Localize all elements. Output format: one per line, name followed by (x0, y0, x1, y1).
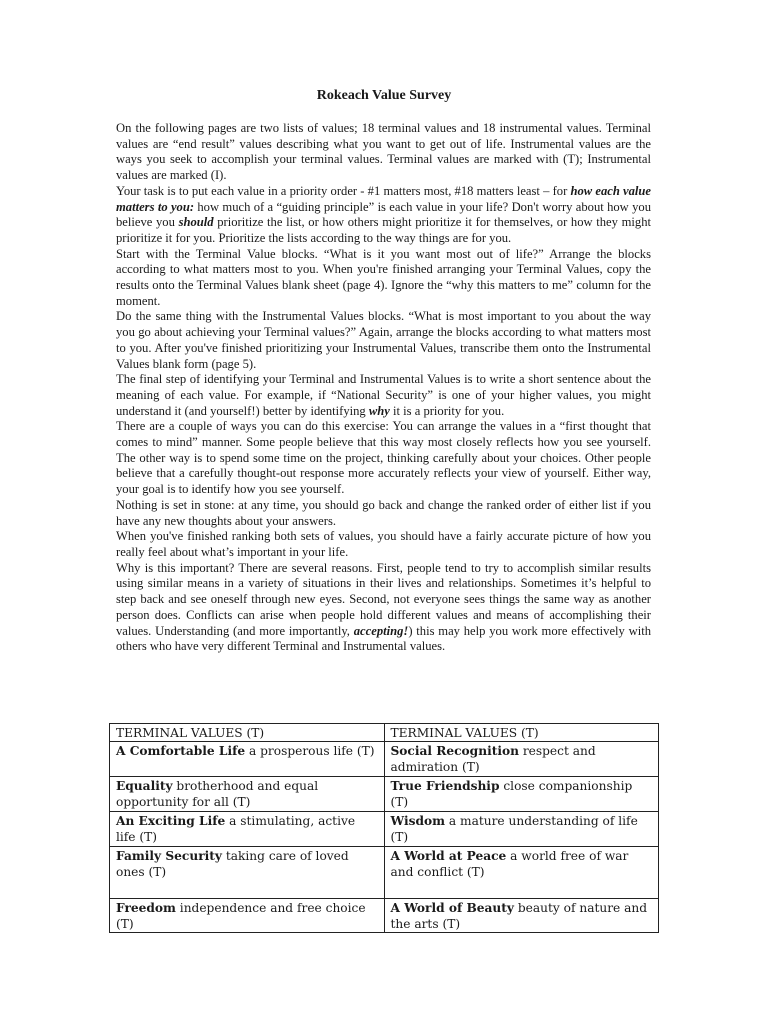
paragraph-stone: Nothing is set in stone: at any time, you should go back and change the ranked order of either list if you have any new thoughts about your answers. (116, 497, 651, 528)
value-cell (384, 742, 659, 777)
paragraph-instrumental-blocks: Do the same thing with the Instrumental Values blocks. “What is most important to you about the way you go about achieving your Terminal values?” Again, arrange the blocks according to what matters most to you. After you've finished prioritizing your Instrumental Values, transcribe them onto the Instrumental Values blank form (page 5). (116, 309, 651, 371)
emphasis-text: how each value matters to you: (116, 183, 651, 214)
instructions-body (116, 121, 651, 655)
emphasis-text: why (368, 403, 390, 418)
value-cell (384, 777, 659, 812)
value-description: taking care of loved ones (T) (116, 848, 349, 879)
value-name: Social Recognition (390, 744, 519, 759)
paragraph-why (116, 561, 651, 655)
value-name: Family Security (116, 848, 222, 863)
table-row (110, 742, 659, 777)
value-cell (110, 812, 385, 846)
table-row (110, 812, 659, 846)
value-description: a mature understanding of life (T) (390, 814, 638, 845)
value-cell (110, 777, 385, 812)
paragraph-ways: There are a couple of ways you can do this exercise: You can arrange the values in a “first thought that comes to mind” manner. Some people believe that this way most closely reflects how you see yourself. The other way is to spend some time on the project, thinking carefully about your choices. Other people believe that a carefully thought-out response more accurately reflects your view of yourself. Either way, your goal is to identify how you see yourself. (116, 419, 651, 497)
value-cell (110, 742, 385, 777)
terminal-values-table (109, 723, 659, 933)
paragraph-text: The final step of identifying your Terminal and Instrumental Values is to write a short sentence about the meaning of each value. For example, if “National Security” is one of your higher values, you might understand it (and yourself!) better by identifying (116, 372, 651, 418)
value-description: beauty of nature and the arts (T) (390, 900, 648, 931)
paragraph-text: ) this may help you work more effectively with others who have very different Terminal and Instrumental values. (116, 623, 652, 654)
paragraph-final-step (116, 372, 651, 419)
value-description: respect and admiration (T) (390, 744, 596, 775)
value-description: a prosperous life (T) (245, 744, 375, 759)
paragraph-text: how much of a “guiding principle” is each value in your life? Don't worry about how you believe you (116, 199, 651, 230)
table-row (110, 777, 659, 812)
value-cell (110, 846, 385, 898)
value-name: An Exciting Life (116, 814, 226, 829)
paragraph-text: prioritize the list, or how others might prioritize it for themselves, or how they might prioritize it for you. Prioritize the lists according to the way things are for you. (116, 215, 651, 245)
paragraph-text: it is a priority for you. (389, 403, 505, 418)
paragraph-text: Why is this important? There are several reasons. First, people tend to try to accomplish similar results using similar means in a variety of situations in their lives and relationships. Sometimes it’s helpful to step back and see oneself through new eyes. Second, not everyone sees things the same way as another person does. Conflicts can arise when people hold different values and means of accomplishing their values. Understanding (and more importantly, (116, 560, 651, 638)
page-title: Rokeach Value Survey (316, 88, 452, 103)
value-name: A Comfortable Life (116, 744, 246, 759)
value-description: a stimulating, active life (T) (116, 814, 356, 845)
table-row (110, 846, 659, 898)
value-name: True Friendship (390, 779, 500, 794)
emphasis-text: accepting! (353, 623, 409, 638)
paragraph-text: Your task is to put each value in a priority order - #1 matters most, #18 matters least – for (116, 183, 571, 198)
paragraph-task (116, 184, 651, 247)
value-cell (110, 898, 385, 932)
value-name: Equality (116, 779, 173, 794)
table-header: TERMINAL VALUES (T) (110, 724, 385, 742)
value-description: independence and free choice (T) (116, 900, 366, 931)
value-name: A World of Beauty (390, 900, 514, 915)
value-cell (384, 846, 659, 898)
value-name: Freedom (116, 900, 176, 915)
value-name: Wisdom (390, 814, 446, 829)
value-name: A World at Peace (390, 848, 507, 863)
value-description: a world free of war and conflict (T) (390, 848, 629, 879)
emphasis-text: should (178, 215, 214, 230)
value-description: close companionship (T) (390, 779, 633, 810)
value-cell (384, 898, 659, 932)
value-description: brotherhood and equal opportunity for all (T) (116, 779, 319, 810)
paragraph-intro: On the following pages are two lists of values; 18 terminal values and 18 instrumental values. Terminal values are “end result” values describing what you want to get out of life. Instrumental values are the ways you seek to accomplish your terminal values. Terminal values are marked with (T); Instrumental values are marked (I). (116, 121, 651, 183)
table-row (110, 898, 659, 932)
table-header: TERMINAL VALUES (T) (384, 724, 659, 742)
table-header-row (110, 724, 659, 742)
paragraph-terminal-blocks: Start with the Terminal Value blocks. “What is it you want most out of life?” Arrange the blocks according to what matters most to you. When you're finished arranging your Terminal Values, copy the results onto the Terminal Values blank sheet (page 4). Ignore the “why this matters to me” column for the moment. (116, 246, 651, 308)
paragraph-finished: When you've finished ranking both sets of values, you should have a fairly accurate picture of how you really feel about what’s important in your life. (116, 529, 651, 559)
value-cell (384, 812, 659, 846)
